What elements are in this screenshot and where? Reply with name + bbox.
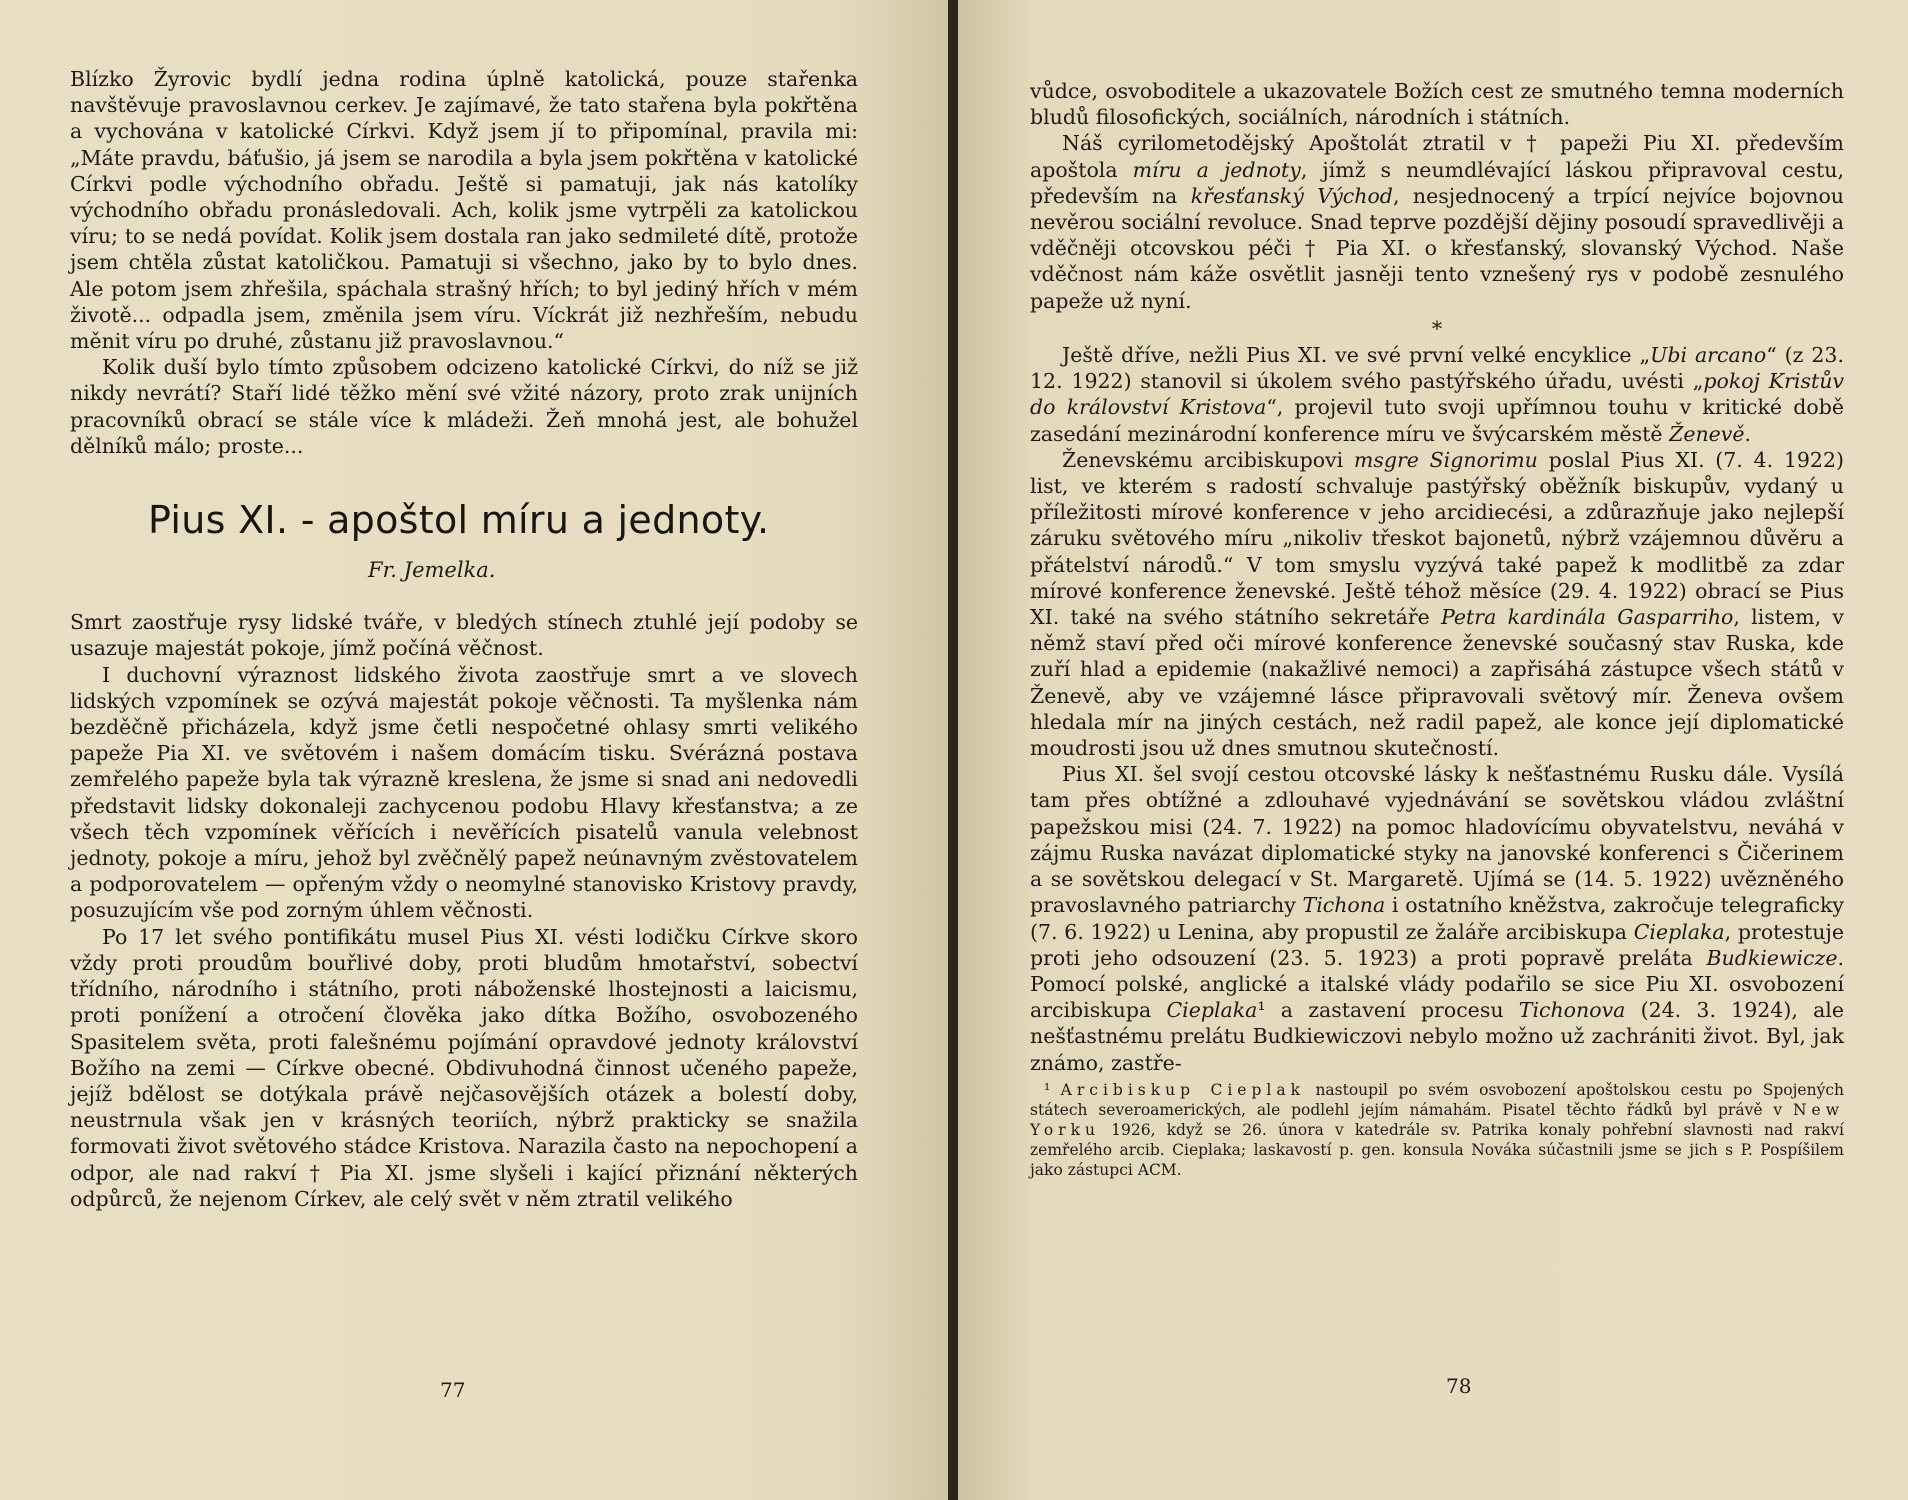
right-page: [958, 0, 1908, 1500]
paragraph: I duchovní výraznost lidského života zaostřuje smrt a ve slovech lidských vzpomínek se ozývá majestát pokoje věčnosti. Ta myšlenka nám bezděčně přicházela, když jsme četli nespočetné ohlasy smrti velikého papeže Pia XI. ve světovém i našem domácím tisku. Svérázná postava zemřelého papeže byla tak výrazně kreslena, že jsme si snad ani nedovedli představit lidsky dokonaleji zachycenou podobu Hlavy křesťanstva; a ze všech těch vzpomínek věřících i nevěřících pisatelů vanula velebnost jednoty, pokoje a míru, jehož byl zvěčnělý papež neúnavným zvěstovatelem a podporovatelem — opřeným vždy o neomylné stanovisko Kristovy pravdy, posuzujícím vše pod zorným úhlem věčnosti.: [70, 662, 858, 923]
paragraph: Po 17 let svého pontifikátu musel Pius XI. vésti lodičku Církve skoro vždy proti proudům bouřlivé doby, proti bludům hmotařství, sobectví třídního, národního i státního, proti náboženské lhostejnosti a laicismu, proti ponížení a otročení člověka jako dítka Božího, osvobozeného Spasitelem světa, proti falešnému pojímání opravdové jednoty království Božího na zemi — Církve obecné. Obdivuhodná činnost učeného papeže, jejíž bdělost se dotýkala právě nejčasovějších otázek a bolestí doby, neustrnula však jen v krásných teoriích, nýbrž prakticky se snažila formovati život světového stádce Kristova. Narazila často na nepochopení a odpor, ale nad rakví † Pia XI. jsme slyšeli i kající přiznání některých odpůrců, že nejenom Církev, ale celý svět v něm ztratil velikého: [70, 924, 858, 1211]
article-author: Fr. Jemelka.: [368, 558, 496, 583]
footnote: ¹ Arcibiskup Cieplak nastoupil po svém osvobození apoštolskou cestu po Spojených státech severoamerických, ale podlehl jejím námahám. Pisatel těchto řádků byl právě v New Yorku 1926, když se 26. února v katedrále sv. Patrika konaly pohřební slavnosti nad rakví zemřelého arcib. Cieplaka; laskavostí p. gen. konsula Nováka súčastnili jsme se jich s P. Pospíšilem jako zástupci ACM.: [1030, 1080, 1844, 1179]
paragraph: Ještě dříve, nežli Pius XI. ve své první velké encyklice „Ubi arcano“ (z 23. 12. 1922) stanovil si úkolem svého pastýřského úřadu, uvésti „pokoj Kristův do království Kristova“, projevil tuto svoji upřímnou touhu v kritické době zasedání mezinárodní konference míru ve švýcarském městě Ženevě.: [1030, 343, 1844, 446]
paragraph: Pius XI. šel svojí cestou otcovské lásky k nešťastnému Rusku dále. Vysílá tam přes obtížné a zdlouhavé vyjednávání se sovětskou vládou zvláštní papežskou misi (24. 7. 1922) na pomoc hladovícímu obyvatelstvu, neváhá v zájmu Ruska navázat diplomatické styky na janovské konferenci s Čičerinem a se sovětskou delegací v St. Margaretě. Ujímá se (14. 5. 1922) uvězněného pravoslavného patriarchy Tichona i ostatního kněžstva, zakročuje telegraficky (7. 6. 1922) u Lenina, aby propustil ze žaláře arcibiskupa Cieplaka, protestuje proti jeho odsouzení (23. 5. 1923) a proti popravě preláta Budkiewicze. Pomocí polské, anglické a italské vlády podařilo se sice Piu XI. osvobození arcibiskupa Cieplaka¹ a zastavení procesu Tichonova (24. 3. 1924), ale nešťastnému prelátu Budkiewiczovi nebylo možno už zachrániti život. Byl, jak známo, zastře-: [1030, 762, 1844, 1075]
paragraph: Blízko Žyrovic bydlí jedna rodina úplně katolická, pouze stařenka navštěvuje pravoslavnou cerkev. Je zajímavé, že tato stařena byla pokřtěna a vychována v katolické Církvi. Když jsem jí to připomínal, pravila mi: „Máte pravdu, báťušio, já jsem se narodila a byla jsem pokřtěna v katolické Církvi podle východního obřadu. Ještě si pamatuji, jak nás katolíky východního obřadu pronásledovali. Ach, kolik jsme vytrpěli za katolickou víru; to se nedá povídat. Kolik jsem dostala ran jako sedmileté dítě, protože jsem chtěla zůstat katoličkou. Pamatuji si všechno, jako by to bylo dnes. Ale potom jsem zhřešila, spáchala strašný hřích; to byl jediný hřích v mém životě... odpadla jsem, změnila jsem víru. Víckrát již nezhřeším, nebudu měnit víru po druhé, zůstanu již pravoslavnou.“: [70, 67, 858, 354]
right-text-column: [1030, 78, 1844, 1180]
page-number: 78: [1446, 1374, 1472, 1398]
left-page: [0, 0, 948, 1500]
paragraph: Ženevskému arcibiskupovi msgre Signorimu poslal Pius XI. (7. 4. 1922) list, ve kterém s radostí schvaluje pastýřský oběžník biskupův, vydaný u příležitosti mírové konference v jeho arcidiecési, a zdůrazňuje jako nejlepší záruku světového míru „nikoliv třeskot bajonetů, nýbrž vzájemnou důvěru a přátelství národů.“ V tom smyslu vyzývá také papež k modlitbě za zdar mírové konference ženevské. Ještě téhož měsíce (29. 4. 1922) obrací se Pius XI. také na svého státního sekretáře Petra kardinála Gasparriho, listem, v němž staví před oči mírové konference ženevské současný stav Ruska, kde zuří hlad a epidemie (nakažlivé nemoci) a zapřisáhá zástupce všech států v Ženevě, aby ve vzájemné lásce připravovali světový mír. Ženeva ovšem hledala mír na jiných cestách, než radil papež, ale konce její diplomatické moudrosti jsou už dnes smutnou skutečností.: [1030, 447, 1844, 761]
paragraph: vůdce, osvoboditele a ukazovatele Božích cest ze smutného temna moderních bludů filosofických, sociálních, národních i státních.: [1030, 79, 1844, 130]
paragraph: Smrt zaostřuje rysy lidské tváře, v bledých stínech ztuhlé její podoby se usazuje majestát pokoje, jímž počíná věčnost.: [70, 610, 858, 661]
paragraph: Kolik duší bylo tímto způsobem odcizeno katolické Církvi, do níž se již nikdy nevrátí? Staří lidé těžko mění své vžité názory, proto zrak unijních pracovníků obrací se stále více k mládeži. Žeň mnohá jest, ale bohužel dělníků málo; proste...: [70, 355, 858, 458]
book-gutter: [948, 0, 958, 1500]
article-title: Pius XI. - apoštol míru a jednoty.: [148, 498, 770, 543]
left-text-column: [70, 66, 858, 1212]
page-number: 77: [440, 1378, 466, 1402]
paragraph: Náš cyrilometodějský Apoštolát ztratil v † papeži Piu XI. především apoštola míru a jednoty, jímž s neumdlévající láskou připravoval cestu, především na křesťanský Východ, nesjednocený a trpící nejvíce bojovnou nevěrou sociální revoluce. Snad teprve pozdější dějiny posoudí spravedlivěji a vděčněji otcovskou péči † Pia XI. o křesťanský, slovanský Východ. Naše vděčnost nám káže osvětlit jasněji tento vznešený rys v podobě zesnulého papeže už nyní.: [1030, 131, 1844, 313]
section-separator: *: [1431, 316, 1443, 341]
